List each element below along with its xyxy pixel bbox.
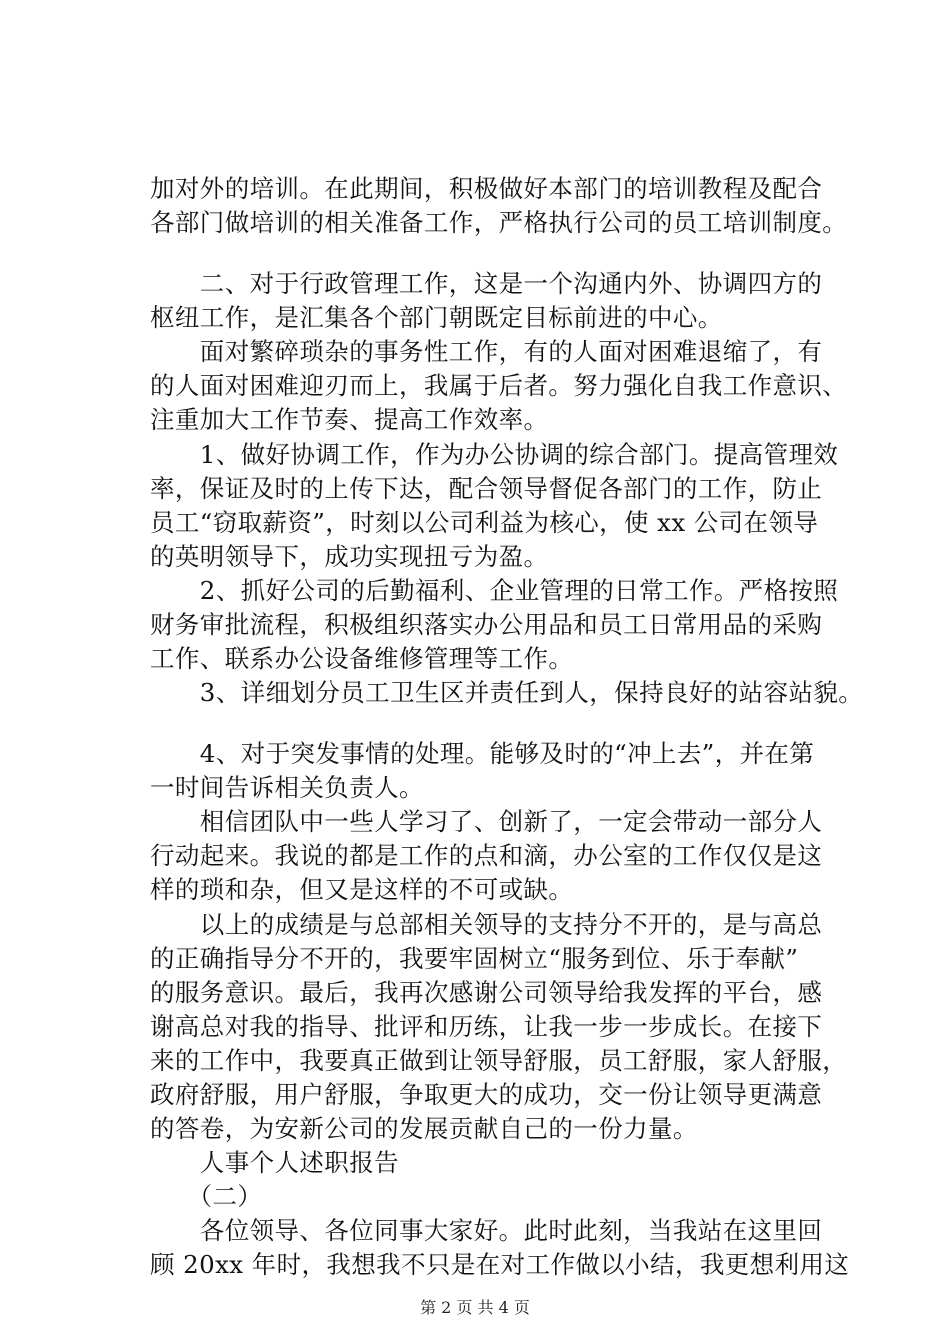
text-line: 工作、联系办公设备维修管理等工作。 [150,644,574,673]
text-line: 政府舒服，用户舒服，争取更大的成功，交一份让领导更满意 [150,1080,823,1109]
text-line: 3、详细划分员工卫生区并责任到人，保持良好的站容站貌。 [150,678,864,707]
text-line: 各位领导、各位同事大家好。此时此刻，当我站在这里回 [150,1216,823,1245]
text-line: 注重加大工作节奏、提高工作效率。 [150,405,549,434]
text-line: 面对繁碎琐杂的事务性工作，有的人面对困难退缩了，有 [150,337,823,366]
text-line: 的英明领导下，成功实现扭亏为盈。 [150,542,549,571]
page-number-footer: 第 2 页 共 4 页 [420,1298,530,1317]
text-line: 相信团队中一些人学习了、创新了，一定会带动一部分人 [150,807,823,836]
text-line: 顾 20xx 年时，我想我不只是在对工作做以小结，我更想利用这 [150,1250,850,1279]
text-line: 各部门做培训的相关准备工作，严格执行公司的员工培训制度。 [150,208,848,237]
text-line: 财务审批流程，积极组织落实办公用品和员工日常用品的采购 [150,610,823,639]
text-line: 来的工作中，我要真正做到让领导舒服，员工舒服，家人舒服， [150,1046,848,1075]
text-line: 样的琐和杂，但又是这样的不可或缺。 [150,875,574,904]
text-line: 的人面对困难迎刃而上，我属于后者。努力强化自我工作意识、 [150,371,848,400]
text-line: 二、对于行政管理工作，这是一个沟通内外、协调四方的 [150,269,823,298]
text-line: 员工“窃取薪资”，时刻以公司利益为核心，使 xx 公司在领导 [150,508,819,537]
text-line: 的正确指导分不开的，我要牢固树立“服务到位、乐于奉献” [150,944,799,973]
text-line: 2、抓好公司的后勤福利、企业管理的日常工作。严格按照 [150,576,839,605]
text-line: 率，保证及时的上传下达，配合领导督促各部门的工作，防止 [150,474,823,503]
text-line: 枢纽工作，是汇集各个部门朝既定目标前进的中心。 [150,303,723,332]
text-line: 一时间告诉相关负责人。 [150,773,424,802]
section-number: （二） [150,1182,263,1211]
text-line: 1、做好协调工作，作为办公协调的综合部门。提高管理效 [150,440,839,469]
text-line: 的服务意识。最后，我再次感谢公司领导给我发挥的平台，感 [150,978,823,1007]
text-line: 4、对于突发事情的处理。能够及时的“冲上去”，并在第 [150,739,815,768]
text-line: 以上的成绩是与总部相关领导的支持分不开的，是与高总 [150,910,823,939]
text-line: 谢高总对我的指导、批评和历练，让我一步一步成长。在接下 [150,1012,823,1041]
section-title: 人事个人述职报告 [150,1148,399,1177]
text-line: 的答卷，为安新公司的发展贡献自己的一份力量。 [150,1114,698,1143]
text-line: 行动起来。我说的都是工作的点和滴，办公室的工作仅仅是这 [150,841,823,870]
text-line: 加对外的培训。在此期间，积极做好本部门的培训教程及配合 [150,174,823,203]
